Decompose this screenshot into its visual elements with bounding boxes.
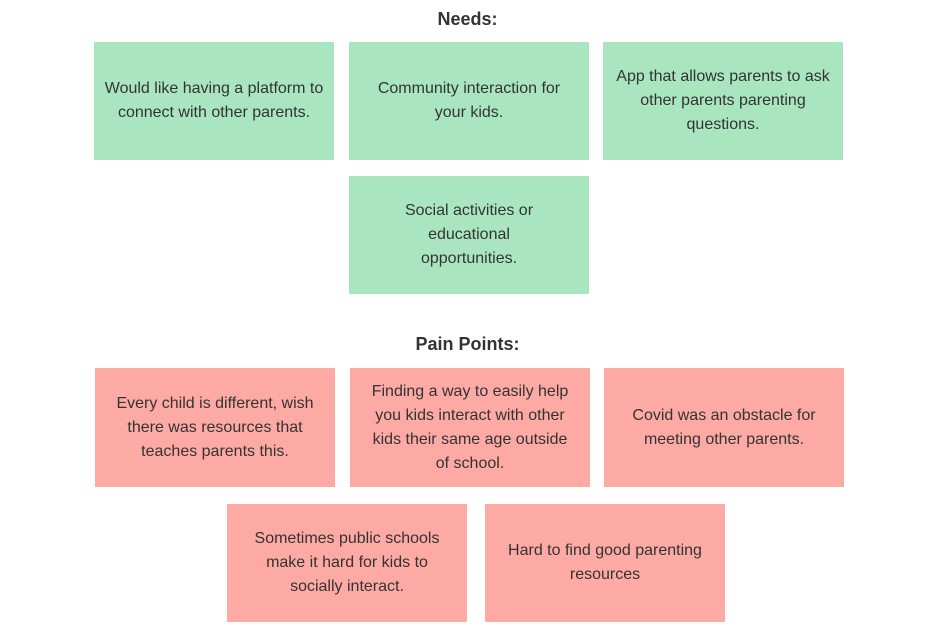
pain-point-note-text: Finding a way to easily help you kids interact with other kids their same age outside of school. xyxy=(371,382,569,472)
needs-note xyxy=(349,176,589,294)
needs-note xyxy=(94,42,334,160)
needs-note-text: Community interaction for your kids. xyxy=(377,80,561,121)
needs-note-text: Social activities or educational opportunities. xyxy=(404,202,534,267)
pain-point-note-text: Covid was an obstacle for meeting other parents. xyxy=(632,406,816,448)
pain-point-note xyxy=(350,368,590,487)
pain-points-heading: Pain Points: xyxy=(415,334,520,354)
pain-point-note xyxy=(95,368,335,487)
pain-point-note-text: Hard to find good parenting resources xyxy=(508,542,702,583)
needs-note xyxy=(349,42,589,160)
pain-point-note xyxy=(604,368,844,487)
needs-note-text: App that allows parents to ask other parents parenting questions. xyxy=(616,68,830,133)
pain-point-note-text: Sometimes public schools make it hard for kids to socially interact. xyxy=(254,530,440,595)
pain-point-note xyxy=(227,504,467,622)
needs-note xyxy=(603,42,843,160)
needs-heading: Needs: xyxy=(437,9,498,29)
pain-point-note xyxy=(485,504,725,622)
needs-note-text: Would like having a platform to connect with other parents. xyxy=(104,80,324,121)
pain-point-note-text: Every child is different, wish there was resources that teaches parents this. xyxy=(116,394,314,460)
